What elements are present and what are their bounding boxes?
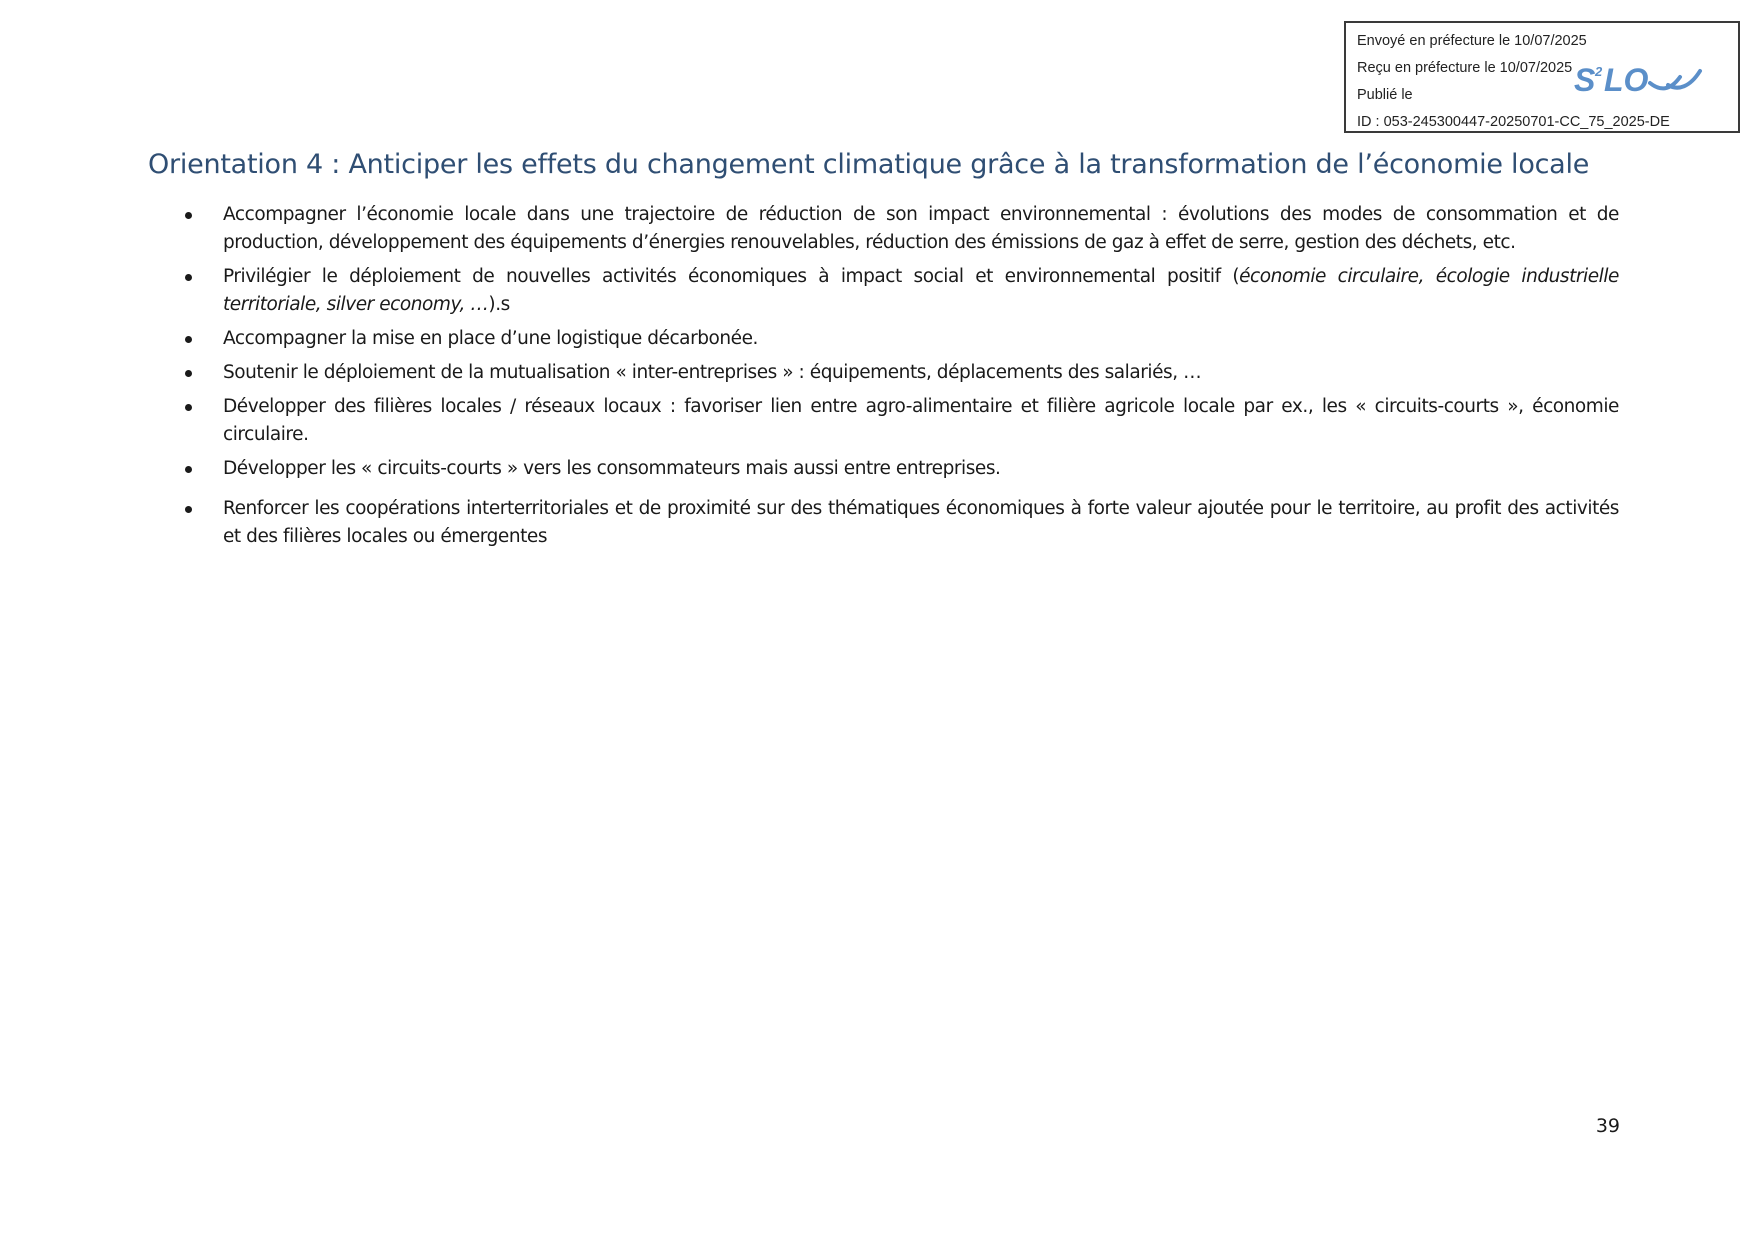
svg-text:2: 2 bbox=[1595, 64, 1603, 79]
bullet-icon bbox=[185, 336, 192, 343]
prefecture-stamp bbox=[1344, 21, 1740, 133]
section-title: Orientation 4 : Anticiper les effets du changement climatique grâce à la transformation de l’économie locale bbox=[148, 149, 1590, 180]
bullet-icon bbox=[185, 370, 192, 377]
list-item-text: Accompagner la mise en place d’une logistique décarbonée. bbox=[223, 328, 758, 349]
bullet-icon bbox=[185, 506, 192, 513]
list-item-text-plain: Privilégier le déploiement de nouvelles activités économiques à impact social et environnemental positif ( bbox=[223, 266, 1240, 287]
bullet-icon bbox=[185, 466, 192, 473]
list-item-text: Accompagner l’économie locale dans une trajectoire de réduction de son impact environnemental : évolutions des modes de consommation et de production, développement des équipements d’énergies renouvelables, réduction des émissions de gaz à effet de serre, gestion des déchets, etc. bbox=[223, 204, 1619, 253]
list-item-text: Renforcer les coopérations interterritoriales et de proximité sur des thématiques économiques à forte valeur ajoutée pour le territoire, au profit des activités et des filières locales ou émergentes bbox=[223, 498, 1619, 547]
orientation-bullet-list bbox=[182, 201, 1619, 551]
list-item-text bbox=[223, 266, 1619, 315]
stamp-id: ID : 053-245300447-20250701-CC_75_2025-DE bbox=[1357, 114, 1670, 130]
list-item bbox=[182, 263, 1619, 319]
list-item bbox=[182, 455, 1619, 483]
stamp-sent-date: Envoyé en préfecture le 10/07/2025 bbox=[1357, 33, 1587, 49]
list-item-text: Soutenir le déploiement de la mutualisation « inter-entreprises » : équipements, déplacements des salariés, … bbox=[223, 362, 1202, 383]
stamp-published: Publié le bbox=[1357, 87, 1413, 103]
list-item-text-after: ).s bbox=[488, 294, 510, 315]
svg-text:LO: LO bbox=[1604, 62, 1649, 97]
list-item bbox=[182, 393, 1619, 449]
s2lo-logo-icon bbox=[1572, 61, 1712, 97]
list-item bbox=[182, 359, 1619, 387]
bullet-icon bbox=[185, 404, 192, 411]
bullet-icon bbox=[185, 212, 192, 219]
list-item bbox=[182, 325, 1619, 353]
page-number: 39 bbox=[1595, 1115, 1620, 1137]
list-item-text: Développer les « circuits-courts » vers les consommateurs mais aussi entre entreprises. bbox=[223, 458, 1001, 479]
bullet-icon bbox=[185, 274, 192, 281]
stamp-received-date: Reçu en préfecture le 10/07/2025 bbox=[1357, 60, 1573, 76]
list-item-text-italic: économie circulaire, écologie industrielle territoriale, silver economy, … bbox=[223, 266, 1619, 315]
list-item bbox=[182, 495, 1619, 551]
list-item bbox=[182, 201, 1619, 257]
list-item-text: Développer des filières locales / réseaux locaux : favoriser lien entre agro-alimentaire et filière agricole locale par ex., les « circuits-courts », économie circulaire. bbox=[223, 396, 1619, 445]
svg-text:S: S bbox=[1574, 62, 1596, 97]
